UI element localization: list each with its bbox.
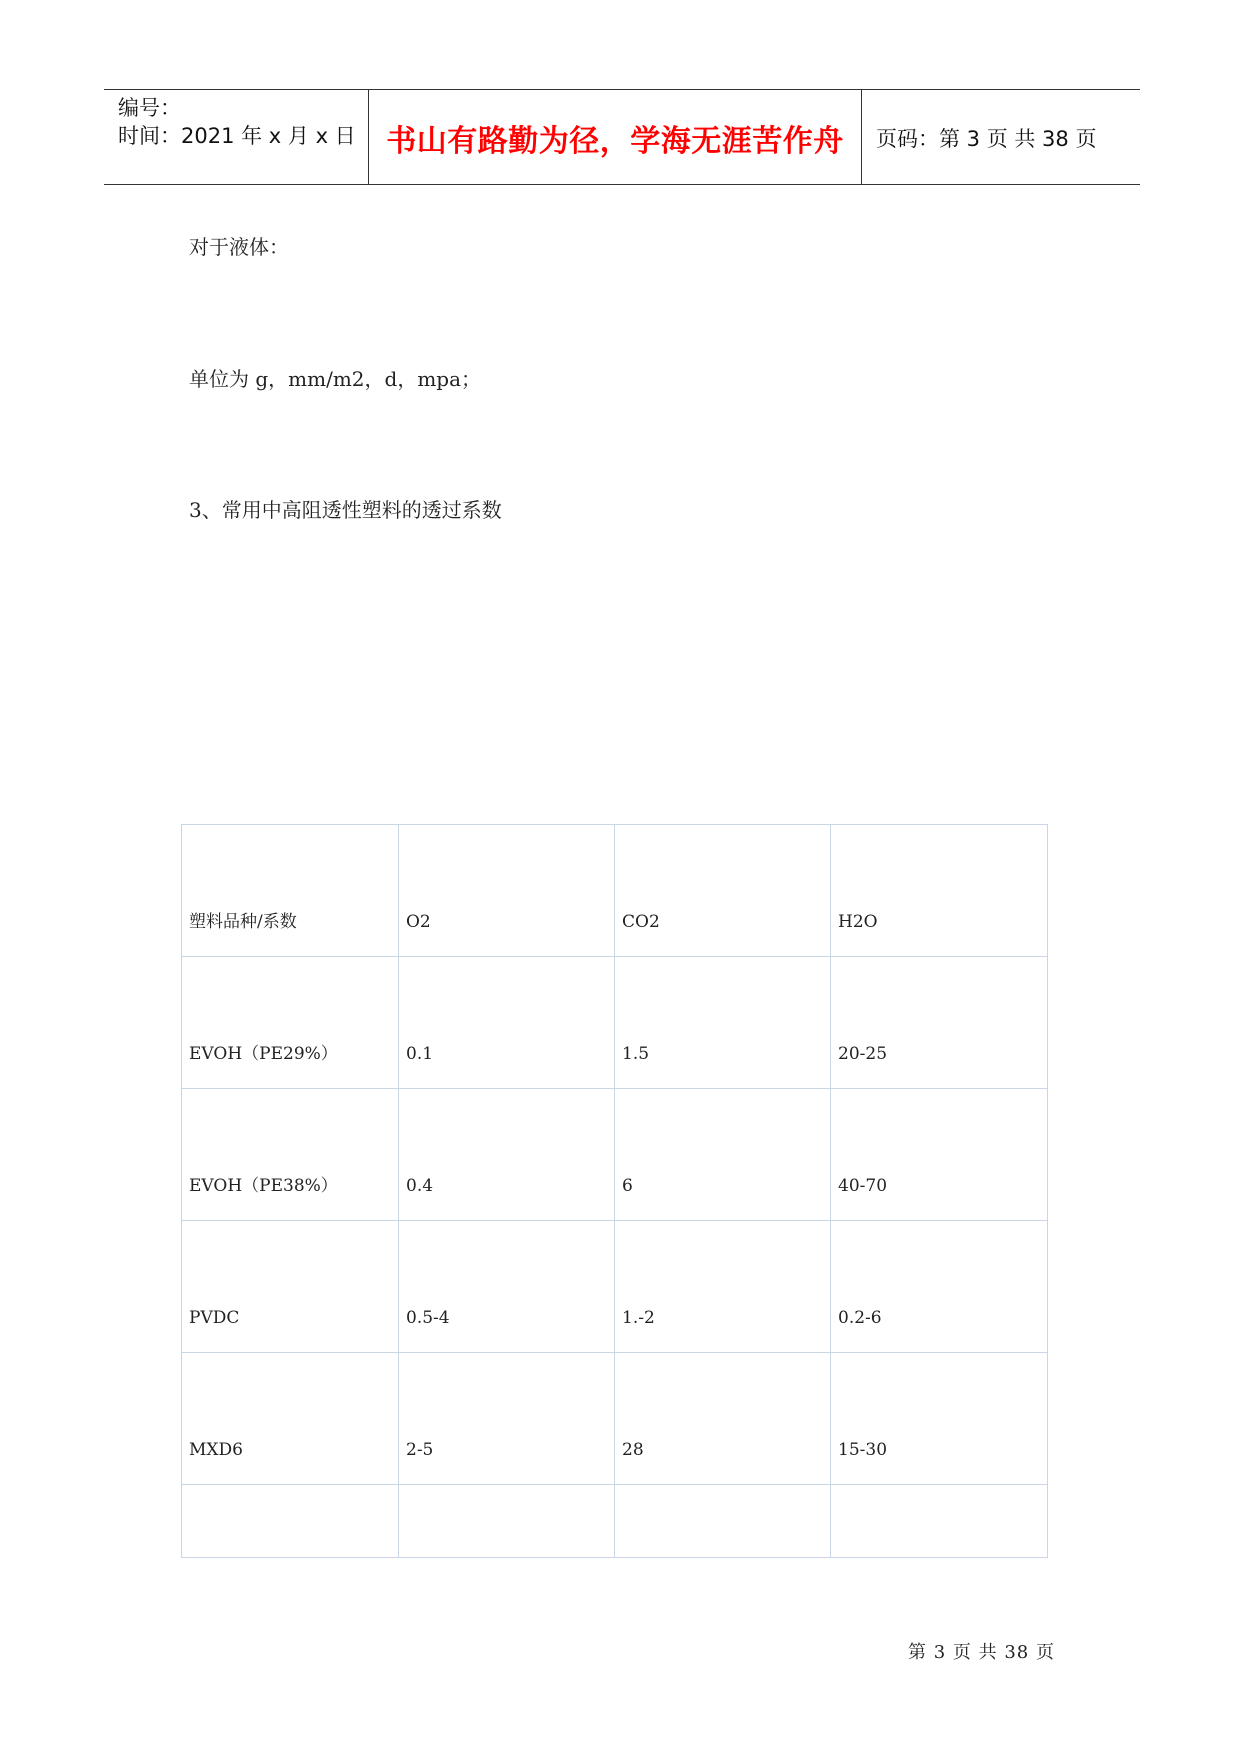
liquid-heading: 对于液体： [189, 235, 289, 259]
table-cell: PVDC [182, 1221, 399, 1353]
table-cell: 28 [615, 1353, 831, 1485]
table-row [182, 1221, 1048, 1353]
page-code: 页码：第 3 页 共 38 页 [876, 127, 1097, 151]
table-cell [831, 1485, 1048, 1558]
table-cell: MXD6 [182, 1353, 399, 1485]
header-cell: H2O [831, 825, 1048, 957]
page-footer: 第 3 页 共 38 页 [908, 1642, 1055, 1663]
table-header-row [182, 825, 1048, 957]
header-cell: O2 [399, 825, 615, 957]
table-cell: EVOH（PE38%） [182, 1089, 399, 1221]
section-title: 3、常用中高阻透性塑料的透过系数 [189, 498, 502, 522]
header-motto-cell [368, 90, 862, 184]
time-label: 时间：2021 年 x 月 x 日 [118, 124, 356, 148]
table-row [182, 1353, 1048, 1485]
header-cell: 塑料品种/系数 [182, 825, 399, 957]
page-header [104, 89, 1140, 185]
table-cell: 1.5 [615, 957, 831, 1089]
number-label: 编号： [118, 96, 181, 120]
table-row [182, 957, 1048, 1089]
table-cell: 2-5 [399, 1353, 615, 1485]
motto: 书山有路勤为径，学海无涯苦作舟 [386, 124, 844, 159]
table-cell [399, 1485, 615, 1558]
table-cell: EVOH（PE29%） [182, 957, 399, 1089]
table-cell: 0.2-6 [831, 1221, 1048, 1353]
table-cell: 6 [615, 1089, 831, 1221]
header-page-cell [862, 90, 1140, 184]
unit-line: 单位为 g，mm/m2，d，mpa； [189, 367, 482, 391]
table-cell: 0.4 [399, 1089, 615, 1221]
table-cell: 40-70 [831, 1089, 1048, 1221]
header-cell: CO2 [615, 825, 831, 957]
table-cell: 1.-2 [615, 1221, 831, 1353]
table-cell: 20-25 [831, 957, 1048, 1089]
table-row-empty [182, 1485, 1048, 1558]
table-cell: 0.5-4 [399, 1221, 615, 1353]
table-cell: 15-30 [831, 1353, 1048, 1485]
permeability-table [181, 824, 1048, 1558]
table-cell [615, 1485, 831, 1558]
table-cell [182, 1485, 399, 1558]
header-meta [104, 90, 368, 184]
table-cell: 0.1 [399, 957, 615, 1089]
table-row [182, 1089, 1048, 1221]
